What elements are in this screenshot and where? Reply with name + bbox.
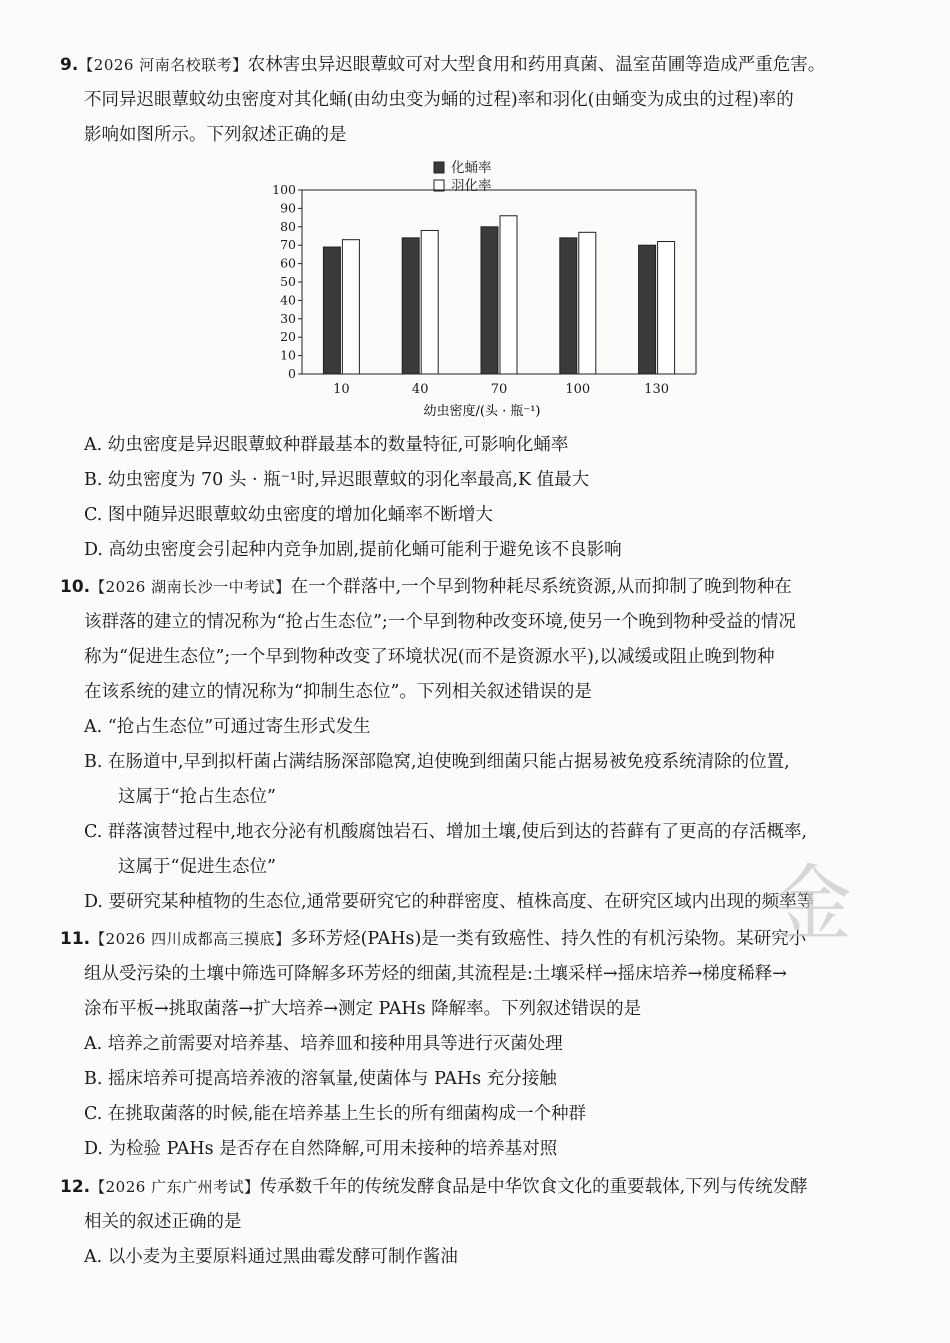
x-tick-label: 40 (411, 382, 429, 397)
option-c: C. 图中随异迟眼蕈蚊幼虫密度的增加化蛹率不断增大 (84, 505, 493, 525)
legend-label-pupation: 化蛹率 (451, 160, 492, 176)
y-tick-label: 50 (280, 274, 296, 289)
question-number: 11. (60, 929, 91, 949)
question-9-options (60, 428, 890, 568)
y-tick-label: 20 (280, 329, 296, 345)
question-stem-line: 相关的叙述正确的是 (84, 1212, 242, 1232)
bar-eclosion-rate (500, 216, 517, 374)
bar-eclosion-rate (421, 230, 438, 374)
x-tick-label: 70 (490, 382, 508, 397)
question-stem-line: 影响如图所示。下列叙述正确的是 (84, 125, 347, 145)
x-tick-label: 10 (333, 382, 350, 397)
question-number: 12. (60, 1177, 91, 1197)
y-tick-label: 90 (280, 200, 296, 216)
question-stem-line: 农林害虫异迟眼蕈蚊可对大型食用和药用真菌、温室苗圃等造成严重危害。 (247, 55, 826, 75)
y-tick-label: 30 (280, 310, 296, 326)
option-c: C. 群落演替过程中,地衣分泌有机酸腐蚀岩石、增加土壤,使后到达的苔藓有了更高的存活概率, (84, 822, 808, 842)
option-c: C. 在挑取菌落的时候,能在培养基上生长的所有细菌构成一个种群 (84, 1104, 586, 1124)
option-d: D. 为检验 PAHs 是否存在自然降解,可用未接种的培养基对照 (84, 1139, 558, 1159)
question-stem-line: 在该系统的建立的情况称为“抑制生态位”。下列相关叙述错误的是 (84, 682, 592, 702)
y-tick-label: 70 (280, 237, 296, 253)
option-a: A. “抢占生态位”可通过寄生形式发生 (84, 717, 371, 737)
chart-legend (434, 159, 492, 194)
bar-eclosion-rate (579, 232, 596, 374)
question-stem-line: 多环芳烃(PAHs)是一类有致癌性、持久性的有机污染物。某研究小 (290, 929, 807, 949)
question-stem-line: 组从受污染的土壤中筛选可降解多环芳烃的细菌,其流程是:土壤采样→摇床培养→梯度稀释→ (84, 964, 787, 984)
y-tick-label: 40 (280, 292, 296, 308)
bar-pupation-rate (323, 247, 340, 374)
question-stem-line: 传承数千年的传统发酵食品是中华饮食文化的重要载体,下列与传统发酵 (259, 1177, 808, 1197)
question-stem-line: 不同异迟眼蕈蚊幼虫密度对其化蛹(由幼虫变为蛹的过程)率和羽化(由蛹变为成虫的过程)率的 (84, 90, 794, 110)
question-stem-line: 称为“促进生态位”;一个早到物种改变了环境状况(而不是资源水平),以减缓或阻止晚到物种 (84, 647, 775, 667)
bar-eclosion-rate (658, 242, 675, 374)
y-tick-label: 0 (288, 366, 296, 381)
option-b-continued: 这属于“抢占生态位” (118, 787, 276, 807)
question-10 (60, 570, 890, 920)
option-d: D. 高幼虫密度会引起种内竞争加剧,提前化蛹可能利于避免该不良影响 (84, 540, 622, 560)
bar-pupation-rate (481, 227, 498, 374)
x-tick-label: 100 (565, 382, 591, 397)
option-a: A. 幼虫密度是异迟眼蕈蚊种群最基本的数量特征,可影响化蛹率 (84, 435, 569, 455)
question-source: 【2026 广东广州考试】 (90, 1178, 260, 1196)
y-tick-label: 100 (272, 182, 296, 197)
question-stem-line: 该群落的建立的情况称为“抢占生态位”;一个早到物种改变环境,使另一个晚到物种受益的情况 (84, 612, 796, 632)
question-stem-line: 在一个群落中,一个早到物种耗尽系统资源,从而抑制了晚到物种在 (290, 577, 792, 597)
question-stem-line: 涂布平板→挑取菌落→扩大培养→测定 PAHs 降解率。下列叙述错误的是 (84, 999, 642, 1019)
question-source: 【2026 河南名校联考】 (78, 56, 248, 74)
chart-bars (323, 216, 674, 374)
question-11 (60, 922, 890, 1167)
legend-swatch-pupation (434, 162, 444, 173)
legend-swatch-eclosion (434, 180, 444, 191)
y-tick-label: 60 (280, 255, 296, 271)
option-b: B. 摇床培养可提高培养液的溶氧量,使菌体与 PAHs 充分接触 (84, 1069, 557, 1089)
question-number: 10. (60, 577, 91, 597)
option-a: A. 培养之前需要对培养基、培养皿和接种用具等进行灭菌处理 (84, 1034, 563, 1054)
bar-eclosion-rate (342, 240, 359, 374)
question-source: 【2026 四川成都高三摸底】 (90, 930, 291, 948)
legend-label-eclosion: 羽化率 (451, 178, 492, 194)
x-axis-label: 幼虫密度/(头 · 瓶⁻¹) (423, 404, 541, 419)
bar-chart (260, 152, 700, 424)
question-source: 【2026 湖南长沙一中考试】 (90, 578, 291, 596)
question-9 (60, 48, 890, 153)
y-tick-label: 10 (280, 347, 296, 363)
y-tick-label: 80 (280, 218, 296, 234)
option-b: B. 幼虫密度为 70 头 · 瓶⁻¹时,异迟眼蕈蚊的羽化率最高,K 值最大 (84, 470, 590, 490)
x-tick-label: 130 (644, 382, 670, 397)
option-c-continued: 这属于“促进生态位” (118, 857, 276, 877)
option-d: D. 要研究某种植物的生态位,通常要研究它的种群密度、植株高度、在研究区域内出现的频率等 (84, 892, 815, 912)
watermark-logo: 金 (770, 857, 847, 952)
question-number: 9. (60, 55, 79, 75)
option-a: A. 以小麦为主要原料通过黑曲霉发酵可制作酱油 (84, 1247, 458, 1267)
option-b: B. 在肠道中,早到拟杆菌占满结肠深部隐窝,迫使晚到细菌只能占据易被免疫系统清除的位置, (84, 752, 790, 772)
bar-pupation-rate (560, 238, 577, 374)
bar-pupation-rate (402, 238, 419, 374)
bar-pupation-rate (639, 245, 656, 374)
question-12 (60, 1170, 890, 1275)
